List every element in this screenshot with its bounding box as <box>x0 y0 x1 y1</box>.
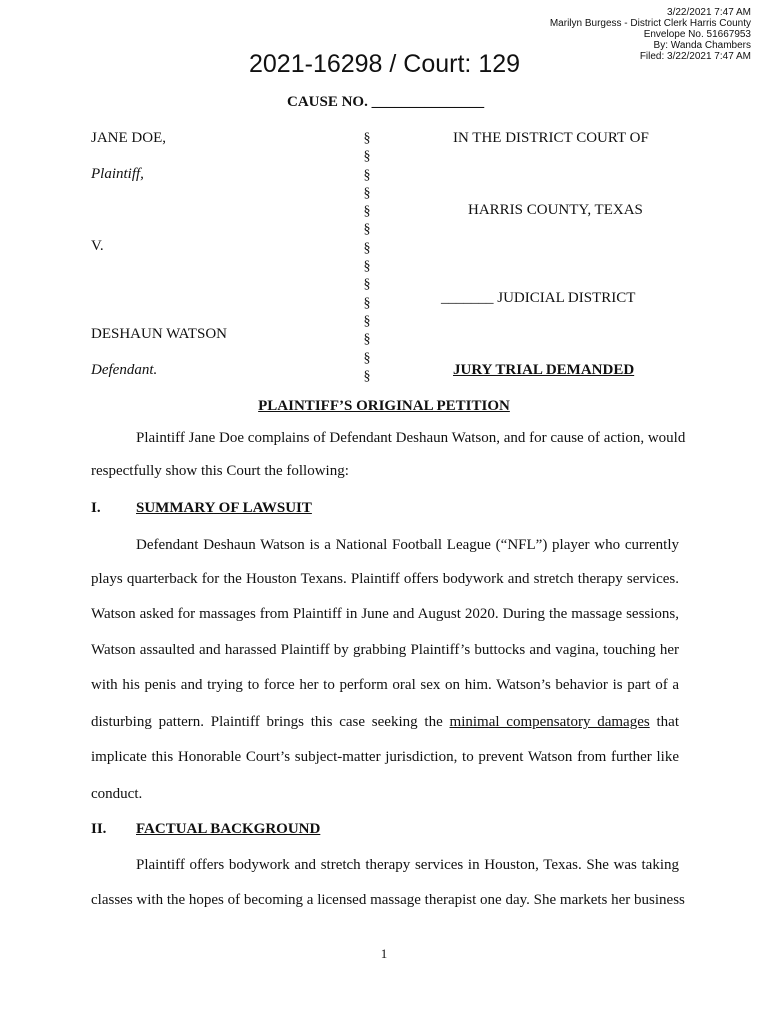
section-symbol: § <box>363 277 371 293</box>
section-number: II. <box>91 821 107 837</box>
body-line <box>91 714 679 731</box>
section-symbol: § <box>363 295 371 311</box>
section-symbol: § <box>363 332 371 348</box>
stamp-clerk: Marilyn Burgess - District Clerk Harris County <box>549 18 751 29</box>
stamp-filed: Filed: 3/22/2021 7:47 AM <box>639 51 751 62</box>
body-line: Watson asked for massages from Plaintiff in June and August 2020. During the massage sessions, <box>91 606 679 622</box>
defendant-name: DESHAUN WATSON <box>91 326 227 342</box>
section-symbol: § <box>363 204 371 220</box>
case-court-header: 2021-16298 / Court: 129 <box>249 50 521 78</box>
body-line: Plaintiff offers bodywork and stretch therapy services in Houston, Texas. She was taking <box>136 857 679 873</box>
underlined-phrase: minimal compensatory damages <box>449 714 650 730</box>
body-line: Defendant Deshaun Watson is a National Football League (“NFL”) player who currently <box>136 537 679 553</box>
stamp-by: By: Wanda Chambers <box>653 40 751 51</box>
section-heading-summary <box>91 500 312 517</box>
body-text: disturbing pattern. Plaintiff brings this case seeking the <box>91 714 450 730</box>
stamp-datetime: 3/22/2021 7:47 AM <box>667 7 751 18</box>
petition-title: PLAINTIFF’S ORIGINAL PETITION <box>258 398 510 414</box>
section-symbol: § <box>363 149 371 165</box>
body-line: implicate this Honorable Court’s subject-matter jurisdiction, to prevent Watson from further like <box>91 749 679 765</box>
section-symbol: § <box>363 222 371 238</box>
body-line: plays quarterback for the Houston Texans. Plaintiff offers bodywork and stretch therapy services. <box>91 571 679 587</box>
jury-trial-demanded: JURY TRIAL DEMANDED <box>453 362 635 378</box>
intro-line: respectfully show this Court the following: <box>91 463 349 479</box>
body-text: that <box>649 714 679 730</box>
body-line: conduct. <box>91 786 143 802</box>
intro-line: Plaintiff Jane Doe complains of Defendant Deshaun Watson, and for cause of action, would <box>136 430 686 446</box>
section-symbol: § <box>363 167 371 183</box>
body-line: Watson assaulted and harassed Plaintiff by grabbing Plaintiff’s buttocks and vagina, touching her <box>91 642 679 658</box>
plaintiff-name: JANE DOE, <box>91 130 166 146</box>
section-number: I. <box>91 500 101 516</box>
section-title: FACTUAL BACKGROUND <box>136 821 321 837</box>
plaintiff-label: Plaintiff, <box>91 166 144 182</box>
section-symbol: § <box>363 350 371 366</box>
section-symbol: § <box>363 131 371 146</box>
versus-label: V. <box>91 238 104 254</box>
section-symbol: § <box>363 259 371 275</box>
body-line: classes with the hopes of becoming a licensed massage therapist one day. She markets her business <box>91 892 685 908</box>
filing-stamp <box>491 7 751 62</box>
section-symbol: § <box>363 240 371 256</box>
section-symbol: § <box>363 185 371 201</box>
cause-number: CAUSE NO. _______________ <box>287 94 485 110</box>
section-symbols-column <box>361 130 373 386</box>
court-line-2: HARRIS COUNTY, TEXAS <box>468 202 643 218</box>
body-line: with his penis and trying to force her to perform oral sex on him. Watson’s behavior is part of a <box>91 677 679 693</box>
section-symbol: § <box>363 368 371 384</box>
court-line-3: _______ JUDICIAL DISTRICT <box>441 290 636 306</box>
section-title: SUMMARY OF LAWSUIT <box>136 500 312 516</box>
defendant-label: Defendant. <box>91 362 158 378</box>
page-number: 1 <box>380 946 388 961</box>
court-line-1: IN THE DISTRICT COURT OF <box>453 130 649 146</box>
section-heading-factual <box>91 821 320 838</box>
section-symbol: § <box>363 313 371 329</box>
stamp-envelope: Envelope No. 51667953 <box>643 29 751 40</box>
